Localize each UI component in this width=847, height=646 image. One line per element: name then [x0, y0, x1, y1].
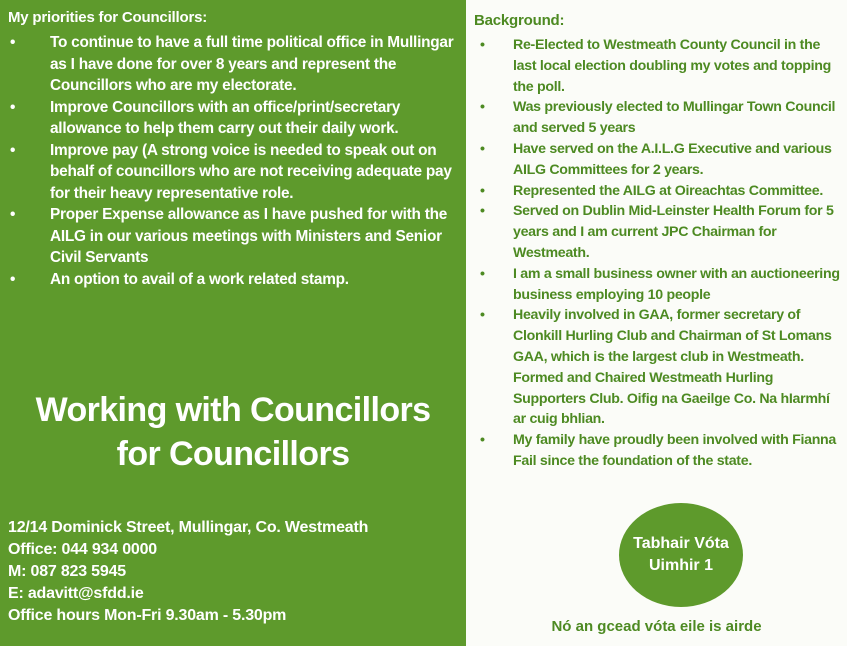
- background-item: [474, 264, 846, 306]
- bullet-icon: •: [10, 206, 16, 223]
- priority-text: Improve pay (A strong voice is needed to speak out on behalf of councillors who are not receiving adequate pay for their heavy representative role.: [50, 141, 452, 202]
- priorities-list: [8, 32, 460, 290]
- office-address: 12/14 Dominick Street, Mullingar, Co. Westmeath: [8, 519, 369, 536]
- priority-item: [8, 269, 460, 291]
- background-item: [474, 139, 846, 181]
- background-item: [474, 97, 846, 139]
- bullet-icon: •: [480, 432, 485, 449]
- email-address: E: adavitt@sfdd.ie: [8, 585, 144, 602]
- priority-item: [8, 97, 460, 140]
- priority-text: To continue to have a full time political office in Mullingar as I have done for over 8 years and represent the Councillors who are my electorate.: [50, 34, 454, 94]
- background-text: Have served on the A.I.L.G Executive and various AILG Committees for 2 years.: [513, 140, 832, 178]
- background-text: My family have proudly been involved with Fianna Fail since the foundation of the state.: [513, 432, 837, 469]
- vote-number-one-badge: [619, 503, 743, 607]
- background-text: Served on Dublin Mid-Leinster Health Forum for 5 years and I am current JPC Chairman for Westmeath.: [513, 203, 834, 261]
- priority-text: An option to avail of a work related stamp.: [50, 270, 349, 288]
- slogan: [0, 388, 466, 476]
- bullet-icon: •: [480, 37, 485, 53]
- background-item: [474, 35, 846, 97]
- bullet-icon: •: [10, 34, 16, 51]
- background-item: [474, 181, 846, 202]
- bullet-icon: •: [480, 265, 485, 282]
- bullet-icon: •: [480, 182, 485, 199]
- priority-text: Improve Councillors with an office/print/secretary allowance to help them carry out their daily work.: [50, 98, 401, 137]
- bullet-icon: •: [480, 307, 485, 324]
- background-text: Represented the AILG at Oireachtas Committee.: [513, 182, 824, 199]
- office-hours: Office hours Mon-Fri 9.30am - 5.30pm: [8, 607, 287, 624]
- background-text: Was previously elected to Mullingar Town Council and served 5 years: [513, 99, 836, 137]
- background-list: [474, 35, 846, 472]
- priority-item: [8, 32, 460, 97]
- background-text: I am a small business owner with an auctioneering business employing 10 people: [513, 265, 840, 303]
- contact-details: [8, 517, 458, 627]
- background-item: [474, 201, 846, 263]
- background-text: Re-Elected to Westmeath County Council in the last local election doubling my votes and topping the poll.: [513, 37, 831, 95]
- vote-footer: Nó an gcead vóta eile is airde: [551, 618, 762, 635]
- priorities-heading: My priorities for Councillors:: [8, 9, 208, 26]
- bullet-icon: •: [10, 141, 16, 159]
- bullet-icon: •: [10, 98, 16, 116]
- priority-item: [8, 140, 460, 205]
- slogan-line-1: Working with Councillors: [35, 391, 431, 429]
- office-phone: Office: 044 934 0000: [8, 541, 157, 558]
- background-item: [474, 305, 846, 430]
- bullet-icon: •: [480, 99, 485, 116]
- mobile-phone: M: 087 823 5945: [8, 563, 126, 580]
- background-heading: Background:: [474, 12, 565, 29]
- background-item: [474, 430, 846, 472]
- vote-line-2: Uimhir 1: [648, 557, 713, 574]
- slogan-line-2: for Councillors: [116, 435, 350, 473]
- bullet-icon: •: [10, 270, 16, 288]
- priority-item: [8, 204, 460, 269]
- vote-line-1: Tabhair Vóta: [633, 535, 729, 552]
- background-text: Heavily involved in GAA, former secretary of Clonkill Hurling Club and Chairman of St Lomans GAA, which is the largest club in Westmeath. Formed and Chaired Westmeath Hurling Supporters Club. Oifig na Gaeilge Co. Na hIarmhí ar cuig bhlian.: [513, 307, 832, 428]
- priority-text: Proper Expense allowance as I have pushed for with the AILG in our various meetings with Ministers and Senior Civil Servants: [50, 206, 448, 266]
- bullet-icon: •: [480, 140, 485, 157]
- bullet-icon: •: [480, 203, 485, 220]
